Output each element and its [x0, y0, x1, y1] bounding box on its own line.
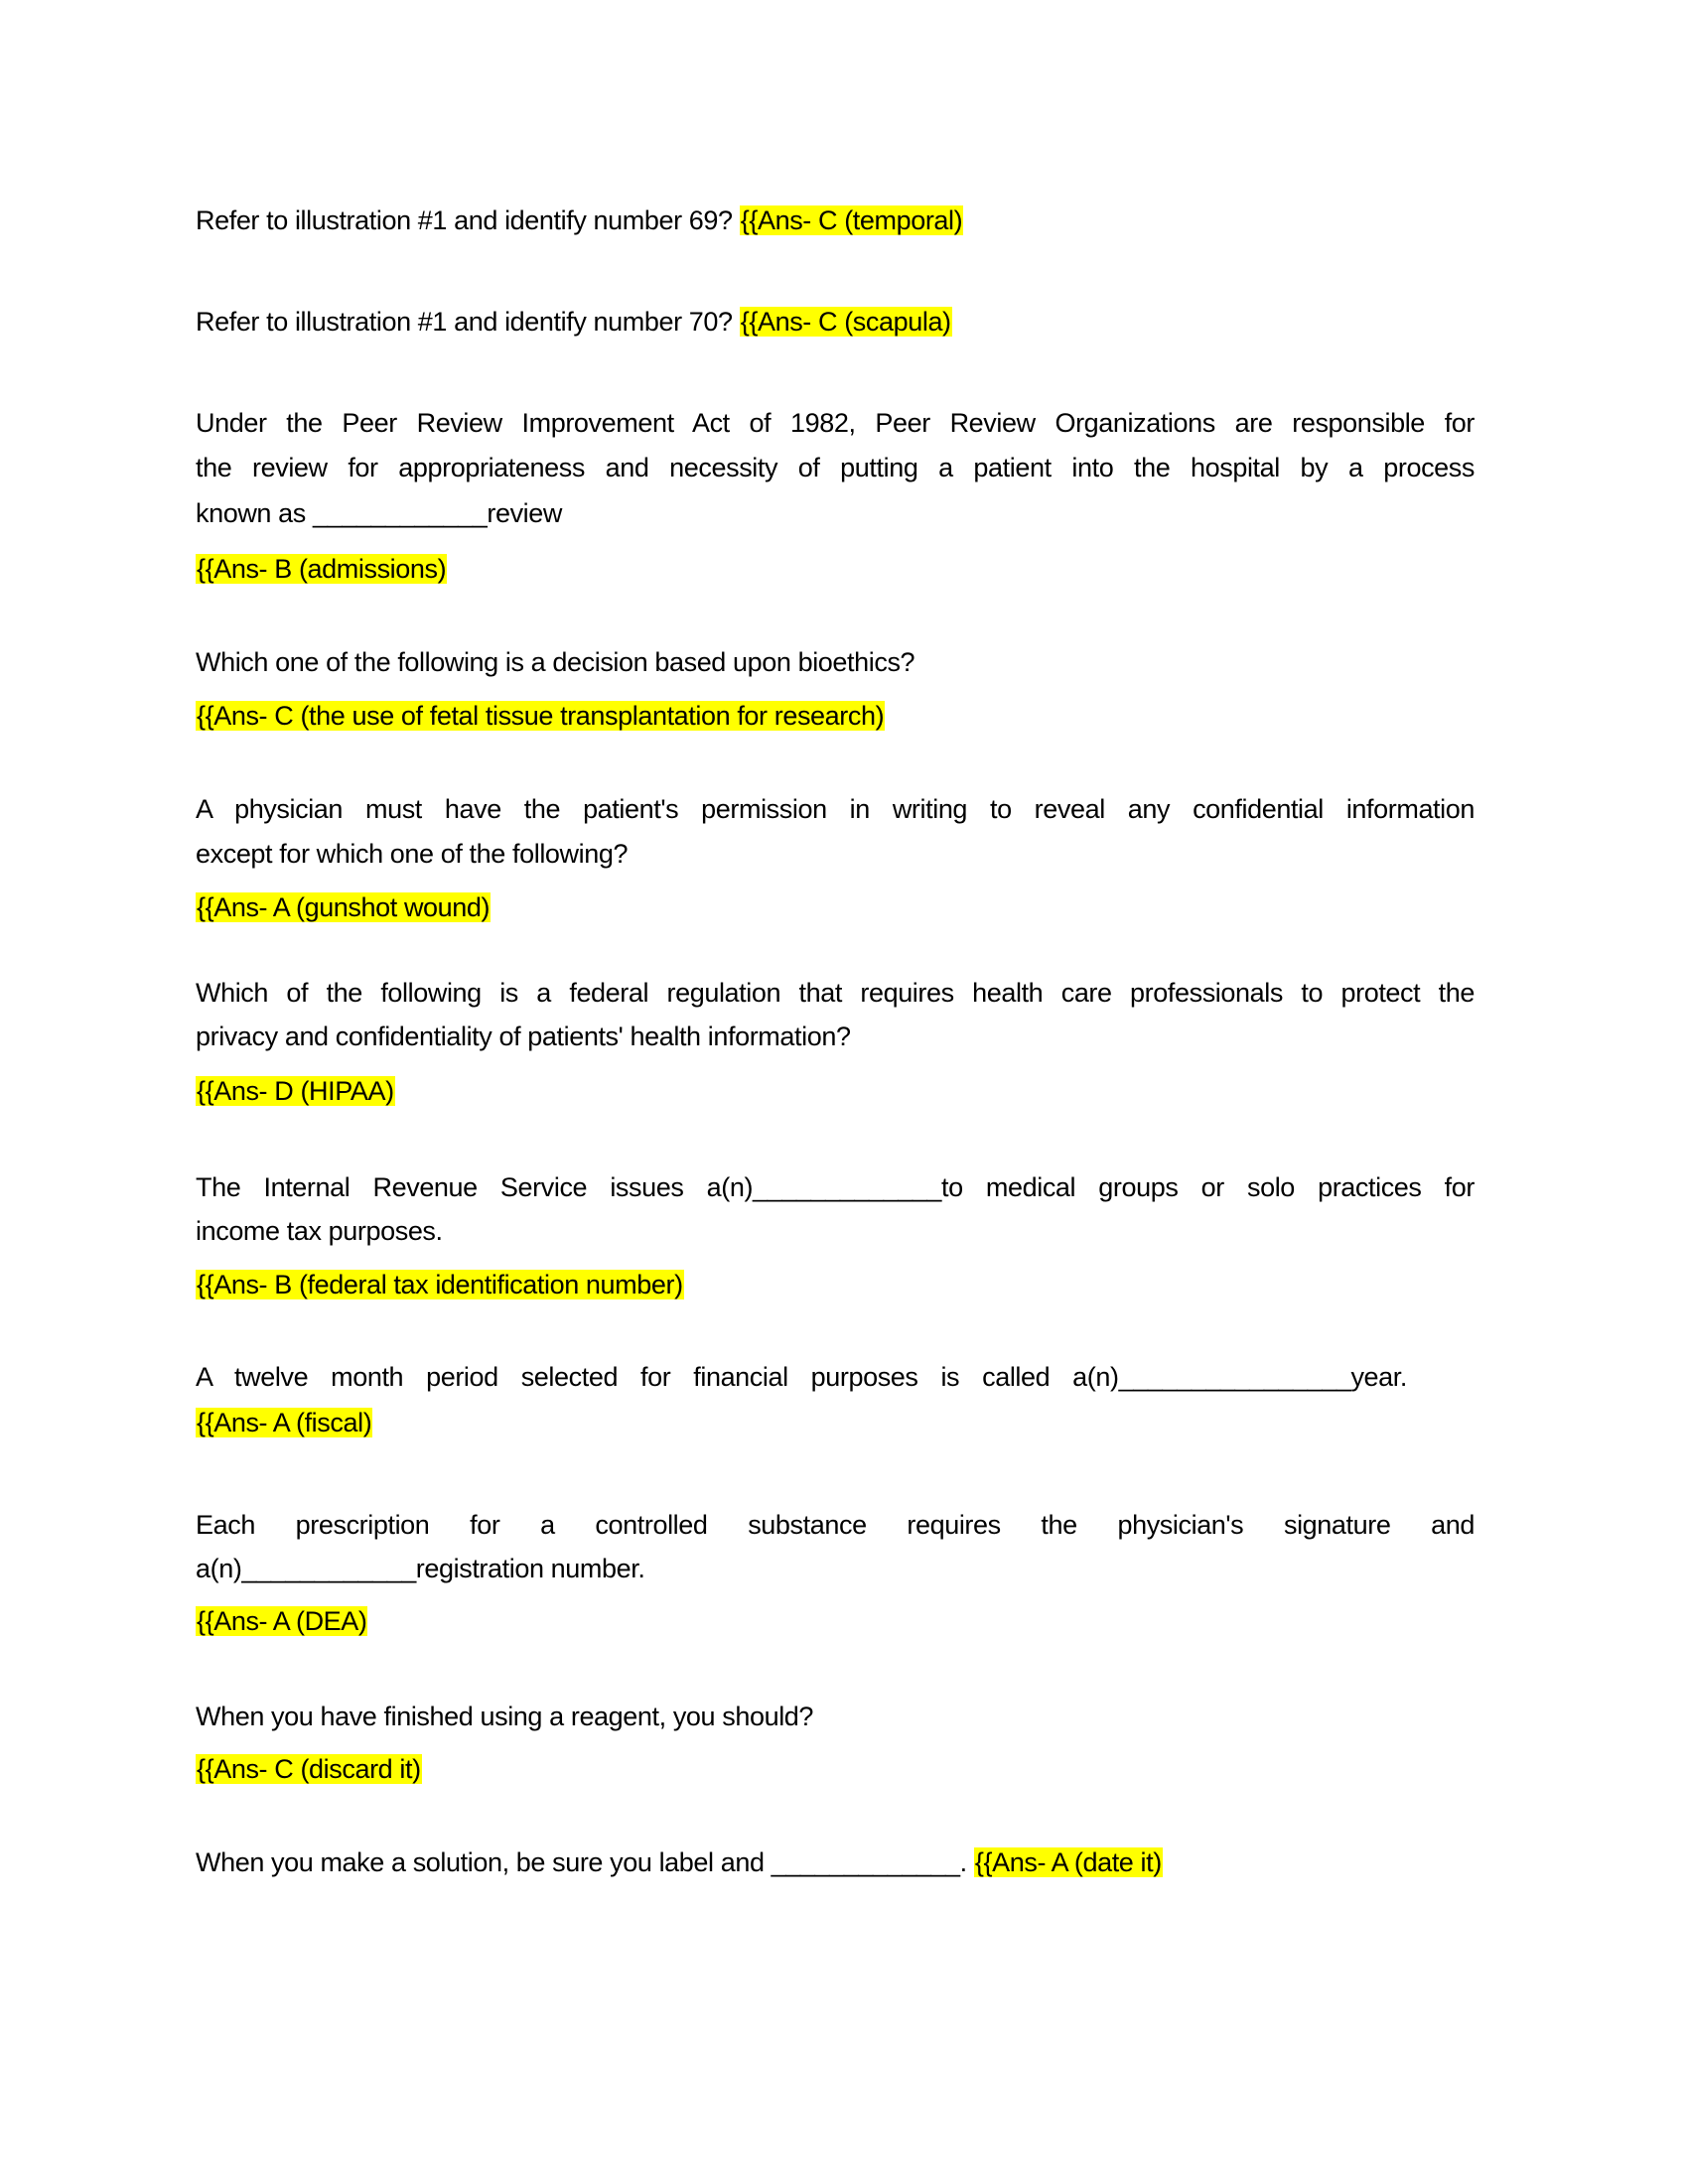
question-irs-line-1: The Internal Revenue Service issues a(n)_____________to medical groups or solo practices for	[196, 1172, 1475, 1202]
answer-highlight: {{Ans- A (fiscal)	[197, 1408, 372, 1437]
question-confidential-line-2: except for which one of the following?	[196, 839, 629, 869]
question-text: Refer to illustration #1 and identify number 70?	[196, 307, 733, 337]
answer-dea	[196, 1601, 367, 1641]
question-69	[196, 201, 963, 240]
answer-bioethics	[196, 696, 885, 736]
question-fiscal: A twelve month period selected for financial purposes is called a(n)________________year.	[196, 1362, 1407, 1392]
answer-reagent	[196, 1749, 422, 1789]
answer-highlight: {{Ans- C (temporal)	[740, 205, 963, 235]
question-dea-line-2: a(n)____________registration number.	[196, 1554, 645, 1583]
question-peer-review-line-3: known as ____________review	[196, 498, 562, 528]
question-bioethics: Which one of the following is a decision based upon bioethics?	[196, 647, 915, 677]
answer-highlight: {{Ans- C (scapula)	[740, 307, 951, 337]
question-reagent: When you have finished using a reagent, you should?	[196, 1702, 814, 1731]
answer-highlight: {{Ans- B (admissions)	[197, 554, 447, 584]
answer-highlight: {{Ans- A (gunshot wound)	[197, 892, 491, 922]
question-dea-line-1: Each prescription for a controlled substance requires the physician's signature and	[196, 1510, 1475, 1540]
question-confidential-line-1: A physician must have the patient's permission in writing to reveal any confidential information	[196, 794, 1475, 824]
answer-confidential	[196, 887, 491, 927]
answer-hipaa	[196, 1071, 395, 1111]
answer-highlight: {{Ans- A (DEA)	[197, 1606, 367, 1636]
question-70	[196, 302, 952, 341]
answer-peer-review	[196, 549, 447, 589]
answer-highlight: {{Ans- D (HIPAA)	[197, 1076, 394, 1106]
question-solution	[196, 1843, 1163, 1882]
answer-highlight: {{Ans- A (date it)	[974, 1847, 1162, 1877]
answer-highlight: {{Ans- C (discard it)	[197, 1754, 421, 1784]
answer-highlight: {{Ans- B (federal tax identification number)	[197, 1270, 683, 1299]
answer-irs	[196, 1265, 684, 1304]
question-text: Refer to illustration #1 and identify number 69?	[196, 205, 733, 235]
answer-highlight: {{Ans- C (the use of fetal tissue transplantation for research)	[197, 701, 885, 731]
question-peer-review-line-2: the review for appropriateness and necessity of putting a patient into the hospital by a process	[196, 453, 1475, 482]
question-peer-review-line-1: Under the Peer Review Improvement Act of 1982, Peer Review Organizations are responsible for	[196, 408, 1475, 438]
question-text: When you make a solution, be sure you label and _____________.	[196, 1847, 967, 1877]
question-hipaa-line-2: privacy and confidentiality of patients' health information?	[196, 1022, 851, 1051]
question-hipaa-line-1: Which of the following is a federal regulation that requires health care professionals to protect the	[196, 978, 1475, 1008]
answer-fiscal	[196, 1403, 372, 1442]
question-irs-line-2: income tax purposes.	[196, 1216, 443, 1246]
